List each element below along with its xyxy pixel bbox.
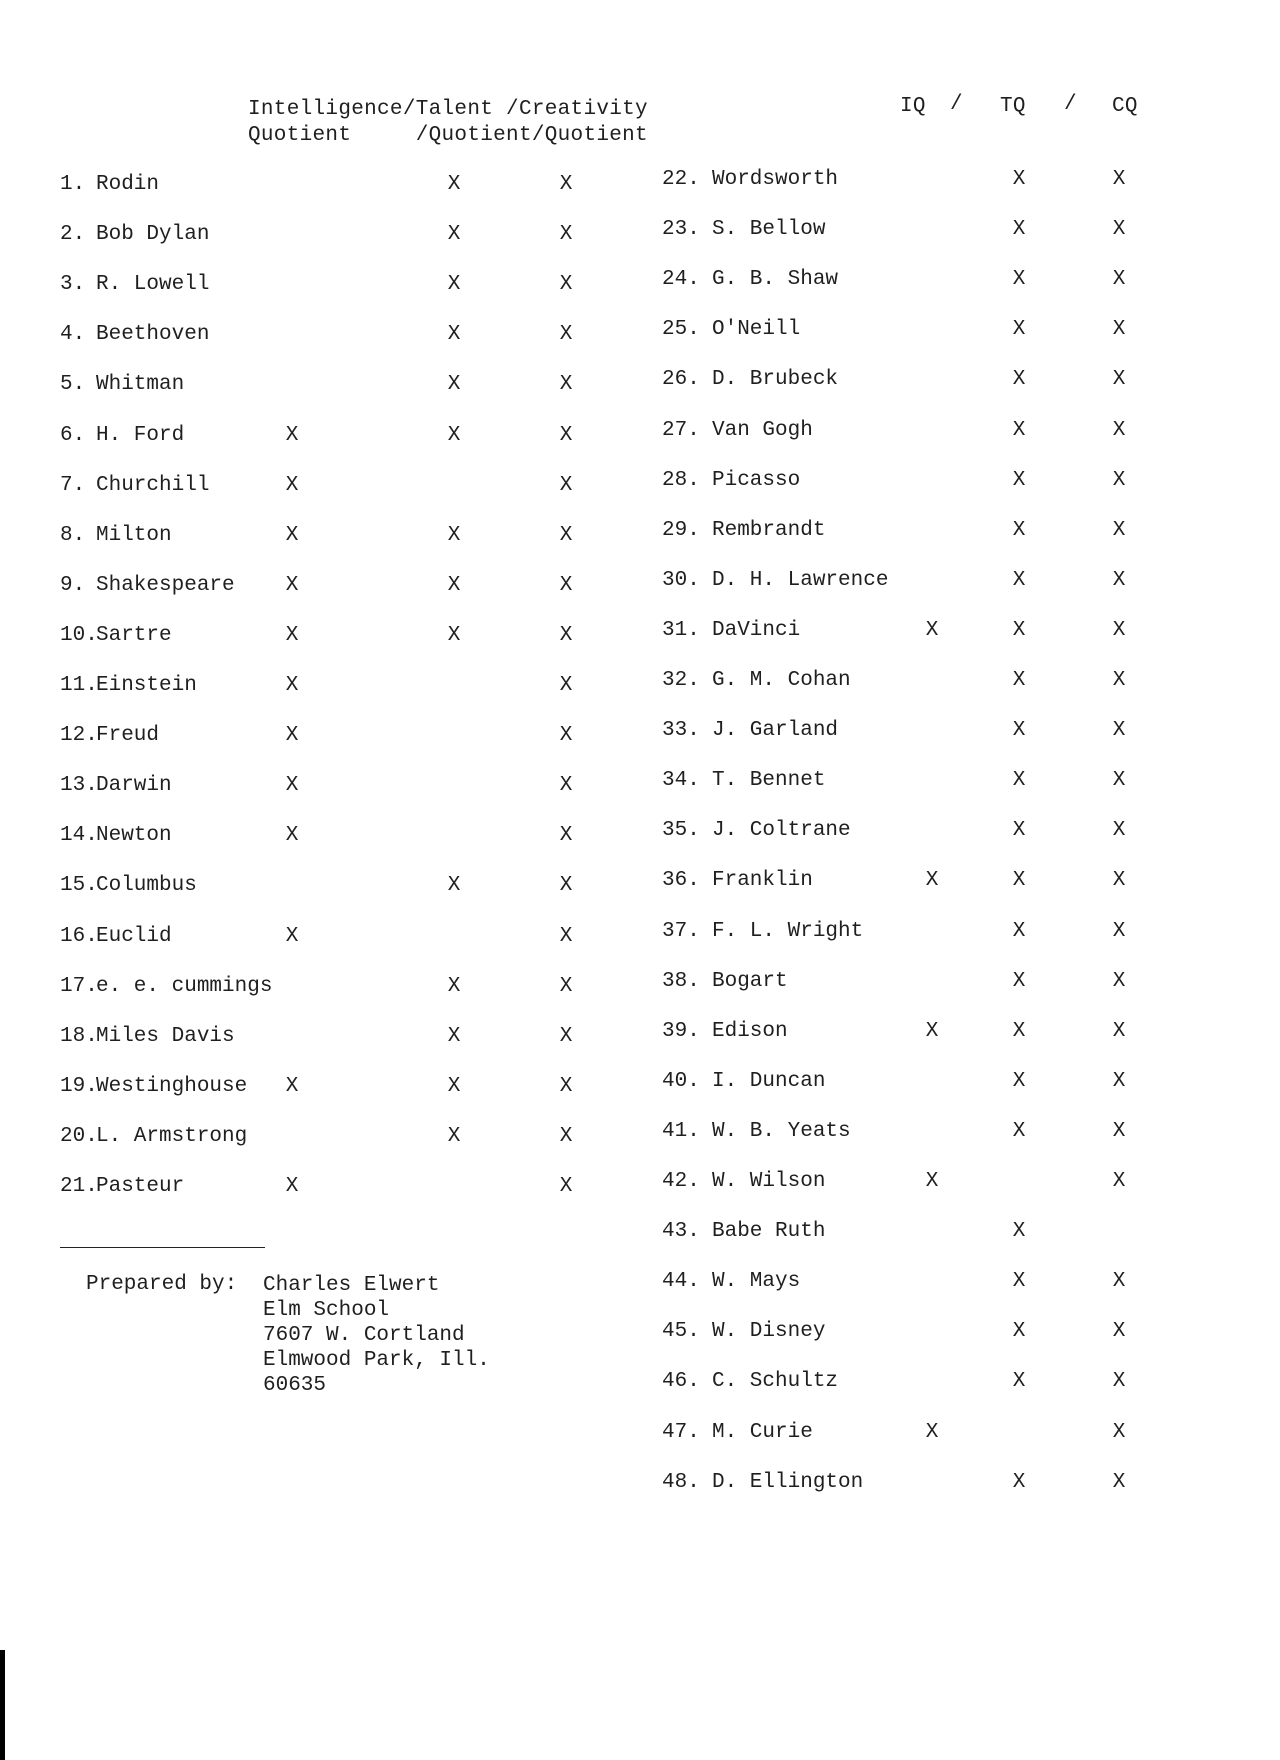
row-number: 13. bbox=[60, 774, 98, 798]
cq-mark: X bbox=[1112, 518, 1126, 542]
row-number: 11. bbox=[60, 674, 98, 697]
row-number: 35. bbox=[662, 819, 700, 843]
person-name: Van Gogh bbox=[712, 418, 813, 442]
person-name: O'Neill bbox=[712, 318, 801, 342]
row-number: 7. bbox=[60, 473, 86, 497]
tq-mark: X bbox=[1012, 1470, 1026, 1494]
person-name: I. Duncan bbox=[712, 1069, 826, 1093]
list-row bbox=[662, 165, 1142, 195]
person-name: DaVinci bbox=[712, 618, 801, 642]
cq-mark: X bbox=[559, 924, 573, 948]
cq-mark: X bbox=[1112, 919, 1126, 943]
list-row bbox=[662, 1217, 1142, 1247]
person-name: D. H. Lawrence bbox=[712, 568, 889, 592]
list-row bbox=[662, 1017, 1142, 1047]
person-name: Rodin bbox=[96, 173, 160, 196]
cq-mark: X bbox=[1112, 1069, 1126, 1093]
row-number: 21. bbox=[60, 1175, 98, 1198]
cq-mark: X bbox=[559, 423, 573, 447]
list-row bbox=[60, 370, 620, 400]
row-number: 1. bbox=[60, 173, 86, 196]
person-name: Pasteur bbox=[96, 1175, 185, 1198]
cq-mark: X bbox=[1112, 618, 1126, 642]
person-name: C. Schultz bbox=[712, 1370, 839, 1394]
iq-mark: X bbox=[285, 423, 299, 447]
cq-mark: X bbox=[559, 774, 573, 798]
row-number: 12. bbox=[60, 724, 98, 748]
list-row bbox=[662, 766, 1142, 796]
row-number: 32. bbox=[662, 669, 700, 692]
row-number: 26. bbox=[662, 368, 700, 392]
tq-mark: X bbox=[1012, 1320, 1026, 1344]
cq-mark: X bbox=[1112, 1320, 1126, 1344]
tq-mark: X bbox=[1012, 1220, 1026, 1244]
row-number: 6. bbox=[60, 423, 86, 447]
list-row bbox=[60, 1172, 620, 1202]
iq-mark: X bbox=[285, 774, 299, 798]
cq-mark: X bbox=[559, 323, 573, 347]
person-name: Edison bbox=[712, 1019, 788, 1043]
list-row bbox=[662, 1317, 1142, 1347]
person-name: G. M. Cohan bbox=[712, 669, 851, 692]
cq-mark: X bbox=[1112, 168, 1126, 191]
cq-mark: X bbox=[1112, 1470, 1126, 1494]
list-row bbox=[662, 917, 1142, 947]
list-row bbox=[60, 871, 620, 901]
list-row bbox=[60, 421, 620, 451]
tq-mark: X bbox=[1012, 368, 1026, 392]
tq-mark: X bbox=[1012, 669, 1026, 692]
iq-mark: X bbox=[925, 1170, 939, 1193]
list-row bbox=[662, 1167, 1142, 1197]
person-name: Sartre bbox=[96, 623, 172, 647]
cq-mark: X bbox=[559, 173, 573, 196]
row-number: 3. bbox=[60, 273, 86, 297]
list-row bbox=[662, 616, 1142, 646]
prepared-by-label: Prepared by: bbox=[86, 1273, 238, 1296]
tq-mark: X bbox=[1012, 1019, 1026, 1043]
iq-mark: X bbox=[285, 623, 299, 647]
person-name: Bob Dylan bbox=[96, 223, 210, 247]
tq-mark: X bbox=[447, 273, 461, 297]
iq-mark: X bbox=[925, 1019, 939, 1043]
cq-mark: X bbox=[559, 273, 573, 297]
cq-mark: X bbox=[559, 1074, 573, 1098]
row-number: 34. bbox=[662, 769, 700, 793]
list-row bbox=[60, 621, 620, 651]
left-header-line2: Quotient /Quotient/Quotient bbox=[248, 124, 648, 147]
row-number: 2. bbox=[60, 223, 86, 247]
iq-mark: X bbox=[285, 473, 299, 497]
address-line: Charles Elwert bbox=[263, 1274, 440, 1297]
scan-edge-mark bbox=[0, 1650, 5, 1760]
person-name: Euclid bbox=[96, 924, 172, 948]
person-name: Shakespeare bbox=[96, 573, 235, 597]
cq-mark: X bbox=[1112, 1420, 1126, 1444]
list-row bbox=[60, 972, 620, 1002]
row-number: 10. bbox=[60, 623, 98, 647]
row-number: 43. bbox=[662, 1220, 700, 1244]
header-separator: / bbox=[950, 93, 963, 116]
person-name: Picasso bbox=[712, 468, 801, 492]
cq-mark: X bbox=[1112, 218, 1126, 242]
tq-mark: X bbox=[447, 223, 461, 247]
person-name: Columbus bbox=[96, 874, 197, 898]
cq-mark: X bbox=[1112, 568, 1126, 592]
tq-mark: X bbox=[447, 373, 461, 397]
signature-divider bbox=[60, 1247, 265, 1248]
list-row bbox=[662, 1367, 1142, 1397]
list-row bbox=[662, 365, 1142, 395]
person-name: J. Garland bbox=[712, 719, 839, 743]
list-row bbox=[662, 265, 1142, 295]
cq-mark: X bbox=[1112, 368, 1126, 392]
person-name: W. Wilson bbox=[712, 1170, 826, 1193]
tq-mark: X bbox=[447, 1024, 461, 1048]
person-name: W. B. Yeats bbox=[712, 1119, 851, 1143]
list-row bbox=[60, 771, 620, 801]
row-number: 17. bbox=[60, 974, 98, 998]
person-name: Einstein bbox=[96, 674, 197, 697]
list-row bbox=[662, 466, 1142, 496]
tq-mark: X bbox=[447, 1124, 461, 1148]
cq-mark: X bbox=[1112, 719, 1126, 743]
iq-mark: X bbox=[285, 824, 299, 848]
tq-mark: X bbox=[1012, 168, 1026, 191]
person-name: Freud bbox=[96, 724, 160, 748]
list-row bbox=[662, 1067, 1142, 1097]
list-row bbox=[60, 922, 620, 952]
person-name: T. Bennet bbox=[712, 769, 826, 793]
row-number: 5. bbox=[60, 373, 86, 397]
tq-mark: X bbox=[447, 323, 461, 347]
person-name: e. e. cummings bbox=[96, 974, 273, 998]
cq-mark: X bbox=[1112, 669, 1126, 692]
iq-mark: X bbox=[285, 573, 299, 597]
list-row bbox=[662, 315, 1142, 345]
tq-mark: X bbox=[447, 173, 461, 196]
list-row bbox=[60, 1122, 620, 1152]
tq-mark: X bbox=[447, 1074, 461, 1098]
row-number: 38. bbox=[662, 969, 700, 993]
left-header-line1: Intelligence/Talent /Creativity bbox=[248, 98, 648, 121]
person-name: Rembrandt bbox=[712, 518, 826, 542]
cq-mark: X bbox=[559, 724, 573, 748]
tq-mark: X bbox=[1012, 468, 1026, 492]
iq-mark: X bbox=[285, 523, 299, 547]
list-row bbox=[60, 1022, 620, 1052]
list-row bbox=[662, 1117, 1142, 1147]
cq-mark: X bbox=[1112, 869, 1126, 893]
address-line: 7607 W. Cortland bbox=[263, 1324, 465, 1347]
list-row bbox=[662, 516, 1142, 546]
list-row bbox=[60, 270, 620, 300]
tq-mark: X bbox=[447, 573, 461, 597]
row-number: 30. bbox=[662, 568, 700, 592]
iq-mark: X bbox=[925, 618, 939, 642]
row-number: 46. bbox=[662, 1370, 700, 1394]
iq-mark: X bbox=[925, 1420, 939, 1444]
person-name: Darwin bbox=[96, 774, 172, 798]
tq-mark: X bbox=[1012, 1270, 1026, 1294]
person-name: J. Coltrane bbox=[712, 819, 851, 843]
tq-mark: X bbox=[1012, 518, 1026, 542]
row-number: 14. bbox=[60, 824, 98, 848]
cq-mark: X bbox=[1112, 468, 1126, 492]
person-name: Bogart bbox=[712, 969, 788, 993]
list-row bbox=[662, 866, 1142, 896]
person-name: L. Armstrong bbox=[96, 1124, 248, 1148]
row-number: 41. bbox=[662, 1119, 700, 1143]
list-row bbox=[662, 816, 1142, 846]
iq-mark: X bbox=[285, 924, 299, 948]
list-row bbox=[662, 1418, 1142, 1448]
person-name: Beethoven bbox=[96, 323, 210, 347]
list-row bbox=[60, 320, 620, 350]
person-name: S. Bellow bbox=[712, 218, 826, 242]
person-name: W. Disney bbox=[712, 1320, 826, 1344]
tq-mark: X bbox=[1012, 719, 1026, 743]
cq-mark: X bbox=[1112, 418, 1126, 442]
cq-mark: X bbox=[559, 824, 573, 848]
cq-mark: X bbox=[559, 1124, 573, 1148]
person-name: Milton bbox=[96, 523, 172, 547]
list-row bbox=[60, 1072, 620, 1102]
cq-mark: X bbox=[559, 674, 573, 697]
cq-mark: X bbox=[1112, 1270, 1126, 1294]
address-line: Elmwood Park, Ill. bbox=[263, 1349, 490, 1372]
row-number: 28. bbox=[662, 468, 700, 492]
cq-mark: X bbox=[559, 1175, 573, 1198]
row-number: 33. bbox=[662, 719, 700, 743]
person-name: Westinghouse bbox=[96, 1074, 248, 1098]
cq-mark: X bbox=[559, 573, 573, 597]
tq-header: TQ bbox=[1000, 95, 1026, 118]
list-row bbox=[662, 716, 1142, 746]
row-number: 27. bbox=[662, 418, 700, 442]
iq-mark: X bbox=[285, 674, 299, 697]
cq-mark: X bbox=[1112, 1170, 1126, 1193]
list-row bbox=[662, 666, 1142, 696]
tq-mark: X bbox=[1012, 1119, 1026, 1143]
person-name: Miles Davis bbox=[96, 1024, 235, 1048]
cq-mark: X bbox=[1112, 969, 1126, 993]
tq-mark: X bbox=[1012, 819, 1026, 843]
cq-mark: X bbox=[559, 1024, 573, 1048]
row-number: 45. bbox=[662, 1320, 700, 1344]
person-name: Babe Ruth bbox=[712, 1220, 826, 1244]
tq-mark: X bbox=[447, 974, 461, 998]
row-number: 9. bbox=[60, 573, 86, 597]
list-row bbox=[60, 821, 620, 851]
tq-mark: X bbox=[1012, 1370, 1026, 1394]
person-name: F. L. Wright bbox=[712, 919, 864, 943]
iq-mark: X bbox=[285, 1074, 299, 1098]
list-row bbox=[662, 566, 1142, 596]
row-number: 22. bbox=[662, 168, 700, 191]
row-number: 40. bbox=[662, 1069, 700, 1093]
cq-mark: X bbox=[1112, 268, 1126, 292]
iq-mark: X bbox=[925, 869, 939, 893]
row-number: 36. bbox=[662, 869, 700, 893]
row-number: 39. bbox=[662, 1019, 700, 1043]
person-name: R. Lowell bbox=[96, 273, 210, 297]
cq-mark: X bbox=[1112, 1370, 1126, 1394]
tq-mark: X bbox=[1012, 869, 1026, 893]
tq-mark: X bbox=[1012, 418, 1026, 442]
address-line: Elm School bbox=[263, 1299, 390, 1322]
tq-mark: X bbox=[447, 874, 461, 898]
person-name: M. Curie bbox=[712, 1420, 813, 1444]
person-name: H. Ford bbox=[96, 423, 185, 447]
iq-mark: X bbox=[285, 1175, 299, 1198]
row-number: 42. bbox=[662, 1170, 700, 1193]
cq-mark: X bbox=[559, 373, 573, 397]
row-number: 31. bbox=[662, 618, 700, 642]
row-number: 47. bbox=[662, 1420, 700, 1444]
cq-mark: X bbox=[559, 223, 573, 247]
cq-mark: X bbox=[559, 473, 573, 497]
tq-mark: X bbox=[1012, 1069, 1026, 1093]
tq-mark: X bbox=[1012, 268, 1026, 292]
tq-mark: X bbox=[1012, 318, 1026, 342]
tq-mark: X bbox=[1012, 568, 1026, 592]
person-name: D. Brubeck bbox=[712, 368, 839, 392]
header-separator: / bbox=[1064, 93, 1077, 116]
row-number: 25. bbox=[662, 318, 700, 342]
person-name: Franklin bbox=[712, 869, 813, 893]
row-number: 44. bbox=[662, 1270, 700, 1294]
row-number: 48. bbox=[662, 1470, 700, 1494]
list-row bbox=[60, 671, 620, 701]
person-name: Newton bbox=[96, 824, 172, 848]
row-number: 37. bbox=[662, 919, 700, 943]
list-row bbox=[60, 571, 620, 601]
list-row bbox=[662, 967, 1142, 997]
person-name: Whitman bbox=[96, 373, 185, 397]
cq-header: CQ bbox=[1112, 95, 1138, 118]
tq-mark: X bbox=[1012, 969, 1026, 993]
list-row bbox=[662, 1468, 1142, 1498]
tq-mark: X bbox=[447, 523, 461, 547]
iq-mark: X bbox=[285, 724, 299, 748]
tq-mark: X bbox=[1012, 218, 1026, 242]
row-number: 20. bbox=[60, 1124, 98, 1148]
person-name: Wordsworth bbox=[712, 168, 839, 191]
preparer-address bbox=[263, 1273, 490, 1398]
cq-mark: X bbox=[559, 974, 573, 998]
row-number: 8. bbox=[60, 523, 86, 547]
row-number: 23. bbox=[662, 218, 700, 242]
person-name: D. Ellington bbox=[712, 1470, 864, 1494]
list-row bbox=[662, 215, 1142, 245]
cq-mark: X bbox=[1112, 318, 1126, 342]
list-row bbox=[662, 1267, 1142, 1297]
iq-header: IQ bbox=[900, 95, 926, 118]
list-row bbox=[60, 170, 620, 200]
person-name: W. Mays bbox=[712, 1270, 801, 1294]
list-row bbox=[662, 416, 1142, 446]
row-number: 16. bbox=[60, 924, 98, 948]
cq-mark: X bbox=[559, 523, 573, 547]
cq-mark: X bbox=[1112, 1119, 1126, 1143]
cq-mark: X bbox=[559, 623, 573, 647]
cq-mark: X bbox=[1112, 1019, 1126, 1043]
row-number: 4. bbox=[60, 323, 86, 347]
list-row bbox=[60, 721, 620, 751]
tq-mark: X bbox=[1012, 919, 1026, 943]
cq-mark: X bbox=[559, 874, 573, 898]
row-number: 15. bbox=[60, 874, 98, 898]
tq-mark: X bbox=[1012, 618, 1026, 642]
list-row bbox=[60, 220, 620, 250]
tq-mark: X bbox=[447, 623, 461, 647]
cq-mark: X bbox=[1112, 819, 1126, 843]
list-row bbox=[60, 521, 620, 551]
row-number: 24. bbox=[662, 268, 700, 292]
tq-mark: X bbox=[1012, 769, 1026, 793]
row-number: 29. bbox=[662, 518, 700, 542]
row-number: 18. bbox=[60, 1024, 98, 1048]
cq-mark: X bbox=[1112, 769, 1126, 793]
row-number: 19. bbox=[60, 1074, 98, 1098]
address-line: 60635 bbox=[263, 1374, 327, 1397]
person-name: Churchill bbox=[96, 473, 210, 497]
person-name: G. B. Shaw bbox=[712, 268, 839, 292]
list-row bbox=[60, 471, 620, 501]
tq-mark: X bbox=[447, 423, 461, 447]
